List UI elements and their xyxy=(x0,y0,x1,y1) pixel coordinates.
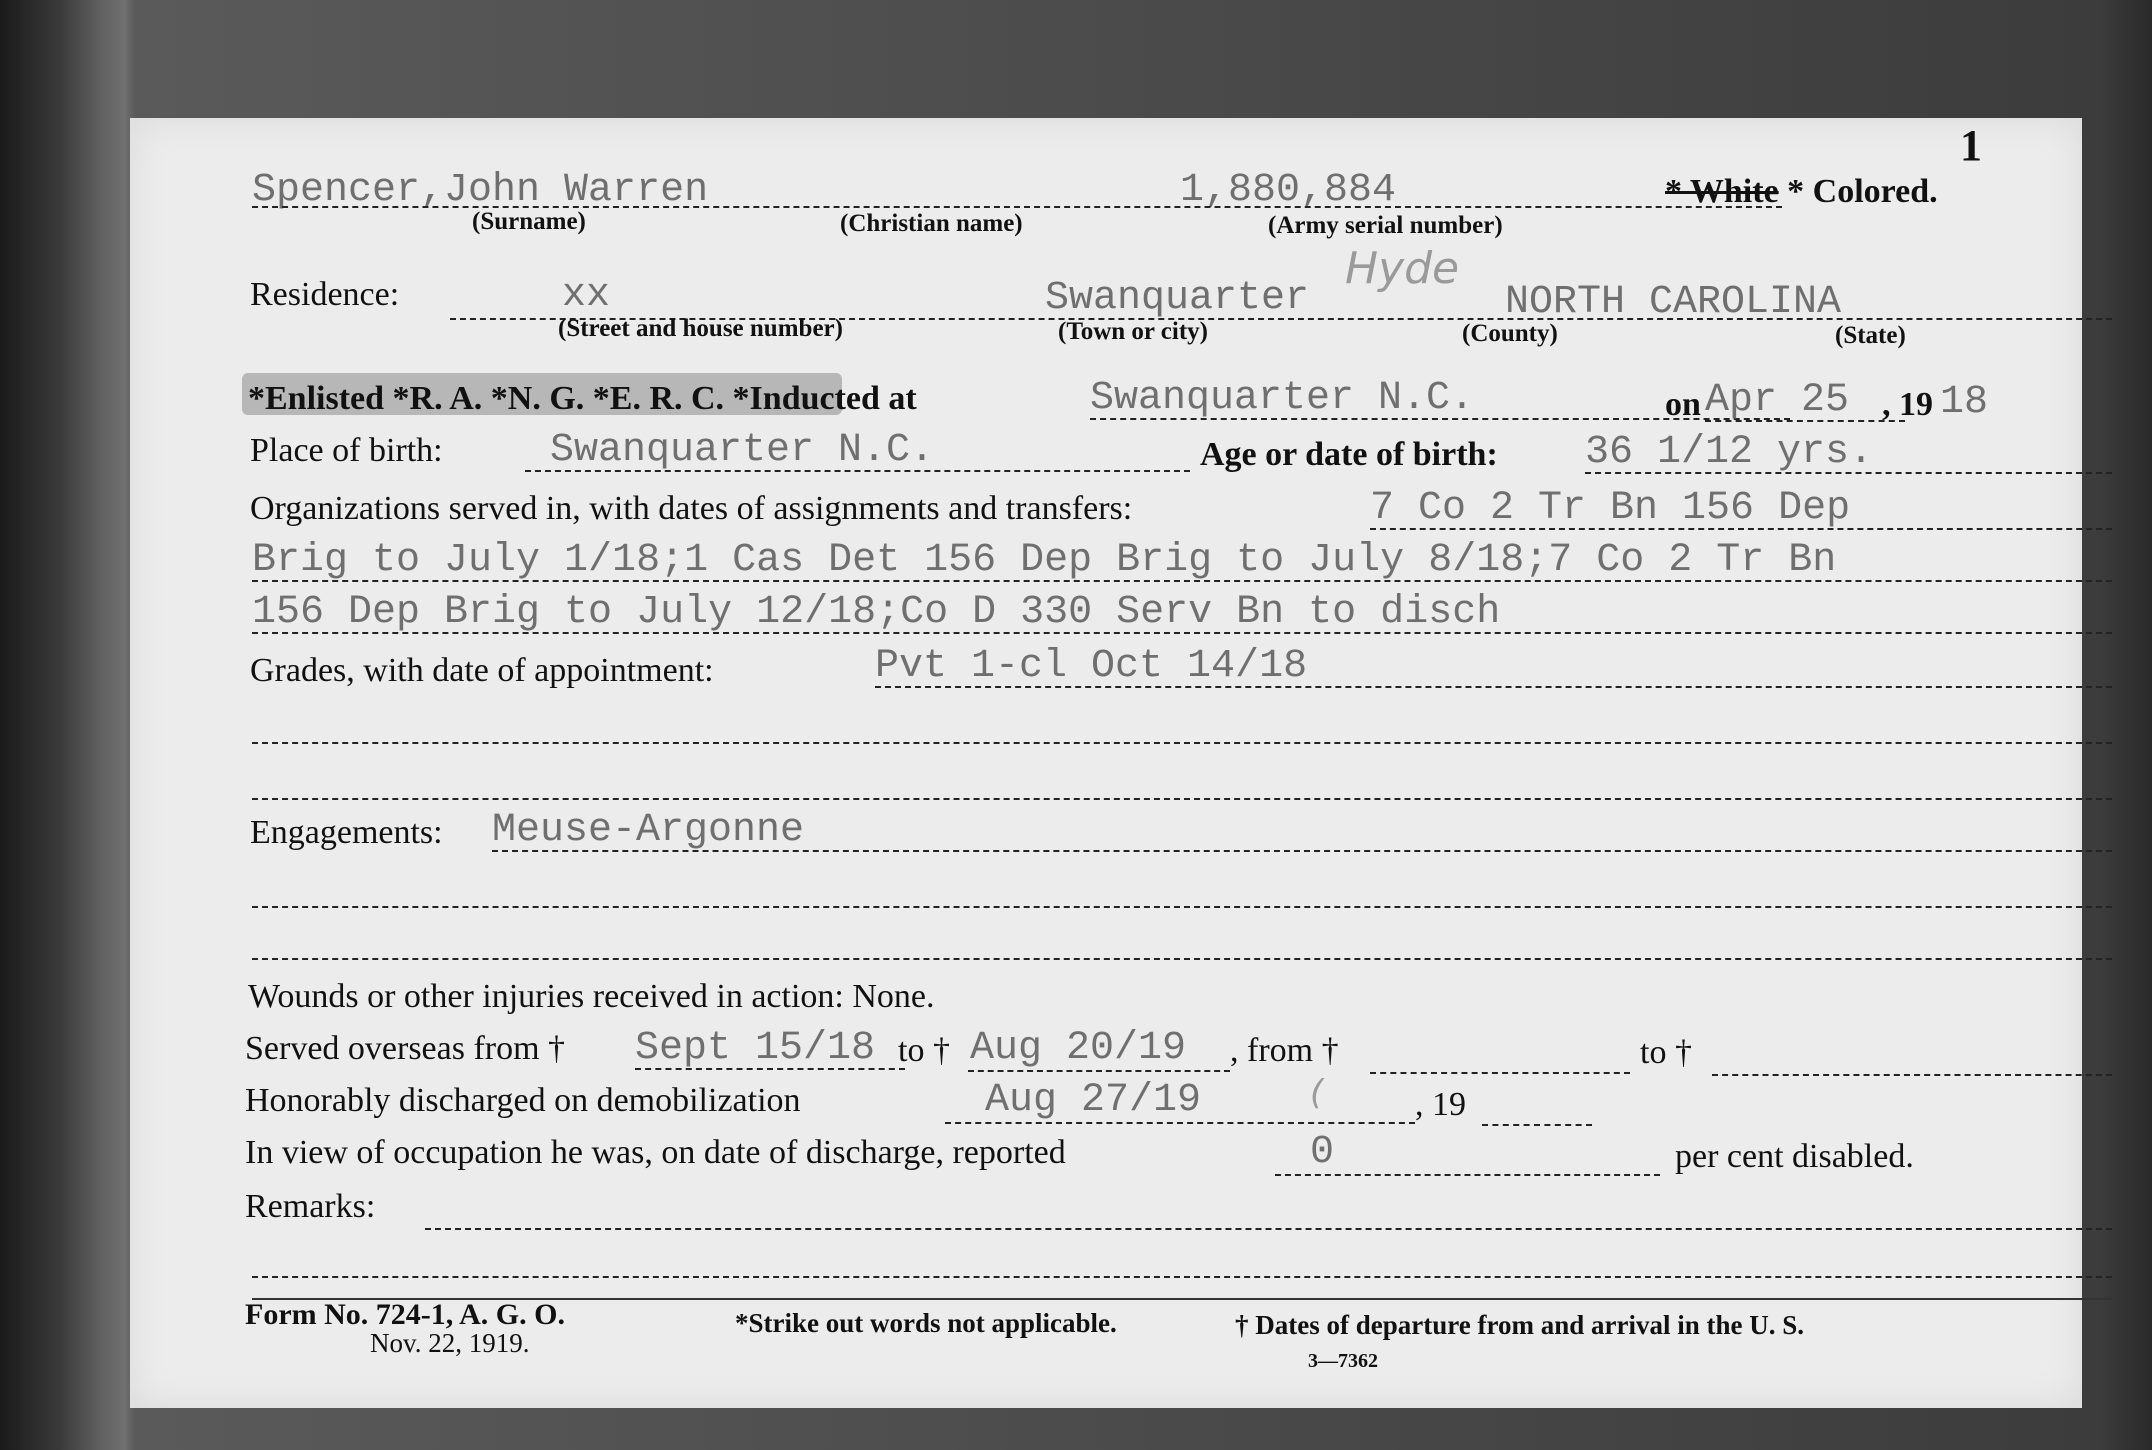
grades-typed: Pvt 1-cl Oct 14/18 xyxy=(875,644,1308,689)
grades-rule-1 xyxy=(875,686,2112,688)
race-white: * White xyxy=(1665,173,1779,210)
serial-typed: 1,880,884 xyxy=(1180,168,1397,213)
disabled-label: per cent disabled. xyxy=(1675,1138,1914,1175)
year-suffix-typed: 18 xyxy=(1940,380,1989,425)
birthplace-typed: Swanquarter N.C. xyxy=(550,428,935,473)
overseas-to-typed: Aug 20/19 xyxy=(970,1026,1187,1071)
wounds-label: Wounds or other injuries received in action: None. xyxy=(248,978,935,1015)
overseas-label: Served overseas from † xyxy=(245,1030,566,1067)
org-rule-3 xyxy=(252,632,2112,634)
form-date: Nov. 22, 1919. xyxy=(370,1328,530,1358)
strike-note: *Strike out words not applicable. xyxy=(735,1308,1117,1338)
grades-label: Grades, with date of appointment: xyxy=(250,652,714,689)
induction-date-typed: Apr 25 xyxy=(1705,378,1850,423)
surname-caption: (Surname) xyxy=(472,208,586,235)
street-caption: (Street and house number) xyxy=(558,315,843,342)
street-typed: xx xyxy=(562,273,611,318)
race-colored: * Colored. xyxy=(1787,173,1938,210)
state-caption: (State) xyxy=(1835,322,1906,349)
birthplace-line xyxy=(525,470,1190,472)
year-prefix: , 19 xyxy=(1882,386,1933,423)
birthplace-label: Place of birth: xyxy=(250,432,443,469)
on-label: on xyxy=(1665,386,1701,423)
age-line xyxy=(1585,472,2112,474)
form-number: Form No. 724-1, A. G. O. xyxy=(245,1298,565,1331)
engagements-rule-1 xyxy=(492,850,2112,852)
enlisted-label: *Enlisted *R. A. *N. G. *E. R. C. *Inducted at xyxy=(248,380,917,417)
disability-typed: 0 xyxy=(1310,1130,1335,1175)
name-typed: Spencer,John Warren xyxy=(252,168,709,213)
dates-note: † Dates of departure from and arrival in the U. S. xyxy=(1235,1310,1804,1340)
discharge-line xyxy=(945,1122,1415,1124)
state-typed: NORTH CAROLINA xyxy=(1505,280,1842,325)
grades-rule-2 xyxy=(252,742,2112,744)
serial-caption: (Army serial number) xyxy=(1268,212,1503,239)
county-caption: (County) xyxy=(1462,320,1558,347)
residence-label: Residence: xyxy=(250,276,400,313)
discharge-mark: ( xyxy=(1310,1073,1324,1113)
age-typed: 36 1/12 yrs. xyxy=(1585,430,1874,475)
remarks-rule-2 xyxy=(252,1276,2112,1278)
town-typed: Swanquarter xyxy=(1045,276,1310,321)
overseas-from-line xyxy=(635,1068,905,1070)
organizations-label: Organizations served in, with dates of assignments and transfers: xyxy=(250,490,1133,527)
service-record-card xyxy=(130,118,2082,1408)
remarks-label: Remarks: xyxy=(245,1188,376,1225)
race-options xyxy=(1665,173,1938,211)
org-rule-1 xyxy=(1370,528,2112,530)
inducted-at-typed: Swanquarter N.C. xyxy=(1090,376,1475,421)
page-number: 1 xyxy=(1960,121,1982,170)
county-handwritten: Hyde xyxy=(1345,243,1460,294)
discharge-year-line xyxy=(1482,1124,1592,1126)
grades-rule-3 xyxy=(252,798,2112,800)
to-2-line xyxy=(1712,1074,2112,1076)
age-label: Age or date of birth: xyxy=(1200,436,1498,473)
discharge-typed: Aug 27/19 xyxy=(985,1078,1202,1123)
organizations-line-2: Brig to July 1/18;1 Cas Det 156 Dep Brig to July 8/18;7 Co 2 Tr Bn xyxy=(252,538,1837,583)
from-2-line xyxy=(1370,1072,1630,1074)
to-label-2: to † xyxy=(1640,1034,1692,1071)
discharge-year-label: , 19 xyxy=(1415,1086,1466,1123)
overseas-to-line xyxy=(968,1070,1230,1072)
christian-name-caption: (Christian name) xyxy=(840,210,1023,237)
engagements-label: Engagements: xyxy=(250,814,443,851)
to-label-1: to † xyxy=(898,1032,950,1069)
engagements-typed: Meuse-Argonne xyxy=(492,808,805,853)
overseas-from-typed: Sept 15/18 xyxy=(635,1026,876,1071)
print-code: 3—7362 xyxy=(1308,1350,1378,1372)
disability-line xyxy=(1275,1174,1660,1176)
organizations-line-1: 7 Co 2 Tr Bn 156 Dep xyxy=(1370,486,1851,531)
engagements-rule-2 xyxy=(252,906,2112,908)
occupation-label: In view of occupation he was, on date of discharge, reported xyxy=(245,1134,1066,1171)
date-line xyxy=(1705,420,1905,422)
from-label-2: , from † xyxy=(1230,1032,1339,1069)
town-caption: (Town or city) xyxy=(1058,318,1208,345)
org-rule-2 xyxy=(252,580,2112,582)
remarks-rule-1 xyxy=(425,1228,2112,1230)
organizations-line-3: 156 Dep Brig to July 12/18;Co D 330 Serv Bn to disch xyxy=(252,590,1501,635)
engagements-rule-3 xyxy=(252,958,2112,960)
discharge-label: Honorably discharged on demobilization xyxy=(245,1082,801,1119)
